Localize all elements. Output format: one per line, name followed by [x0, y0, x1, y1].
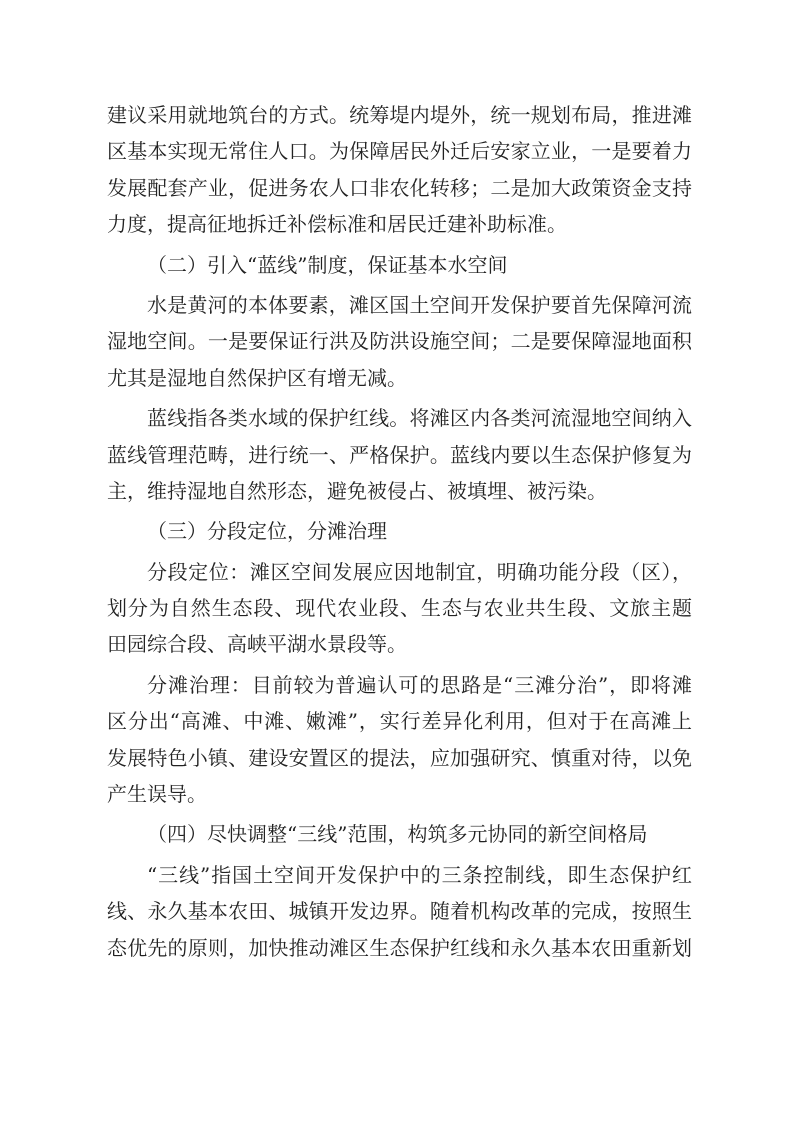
- text-line: 区分出“高滩、中滩、嫩滩”，实行差异化利用，但对于在高滩上: [107, 709, 692, 734]
- text-line: 态优先的原则，加快推动滩区生态保护红线和永久基本农田重新划: [107, 935, 692, 960]
- text-line: 发展特色小镇、建设安置区的提法，应加强研究、慎重对待，以免: [107, 745, 692, 770]
- text-line: 建议采用就地筑台的方式。统筹堤内堤外，统一规划布局，推进滩: [107, 103, 692, 127]
- document-body: [107, 97, 692, 966]
- text-line: 分段定位：滩区空间发展应因地制宜，明确功能分段（区），: [147, 559, 692, 584]
- paragraph-blue-line: [107, 400, 692, 509]
- text-line: 蓝线指各类水域的保护红线。将滩区内各类河流湿地空间纳入: [147, 406, 692, 431]
- text-line: 分滩治理：目前较为普遍认可的思路是“三滩分治”，即将滩: [147, 672, 692, 697]
- text-line: 线、永久基本农田、城镇开发边界。随着机构改革的完成，按照生: [107, 899, 692, 924]
- paragraph-resettlement: [107, 97, 692, 243]
- text-line: 划分为自然生态段、现代农业段、生态与农业共生段、文旅主题: [107, 596, 692, 621]
- text-line: “三线”指国土空间开发保护中的三条控制线，即生态保护红: [147, 862, 692, 887]
- text-line: 主，维持湿地自然形态，避免被侵占、被填埋、被污染。: [107, 478, 607, 503]
- paragraph-water-space: [107, 287, 692, 396]
- section-heading-2: （二）引入“蓝线”制度，保证基本水空间: [147, 252, 508, 277]
- text-line: 水是黄河的本体要素，滩区国土空间开发保护要首先保障河流: [147, 292, 692, 317]
- text-line: 蓝线管理范畴，进行统一、严格保护。蓝线内要以生态保护修复为: [107, 442, 692, 467]
- text-line: 田园综合段、高峡平湖水景段等。: [107, 632, 407, 657]
- section-heading-3: （三）分段定位，分滩治理: [147, 519, 387, 544]
- paragraph-three-lines: [107, 857, 692, 966]
- text-line: 尤其是湿地自然保护区有增无减。: [107, 365, 407, 390]
- text-line: 力度，提高征地拆迁补偿标准和居民迁建补助标准。: [107, 212, 567, 237]
- paragraph-shoal-governance: [107, 667, 692, 813]
- text-line: 区基本实现无常住人口。为保障居民外迁后安家立业，一是要着力: [107, 139, 692, 164]
- section-heading-4: （四）尽快调整“三线”范围，构筑多元协同的新空间格局: [147, 822, 648, 847]
- text-line: 产生误导。: [107, 782, 207, 807]
- text-line: 发展配套产业，促进务农人口非农化转移；二是加大政策资金支持: [107, 175, 692, 200]
- paragraph-segment-positioning: [107, 554, 692, 663]
- text-line: 湿地空间。一是要保证行洪及防洪设施空间；二是要保障湿地面积: [107, 329, 692, 354]
